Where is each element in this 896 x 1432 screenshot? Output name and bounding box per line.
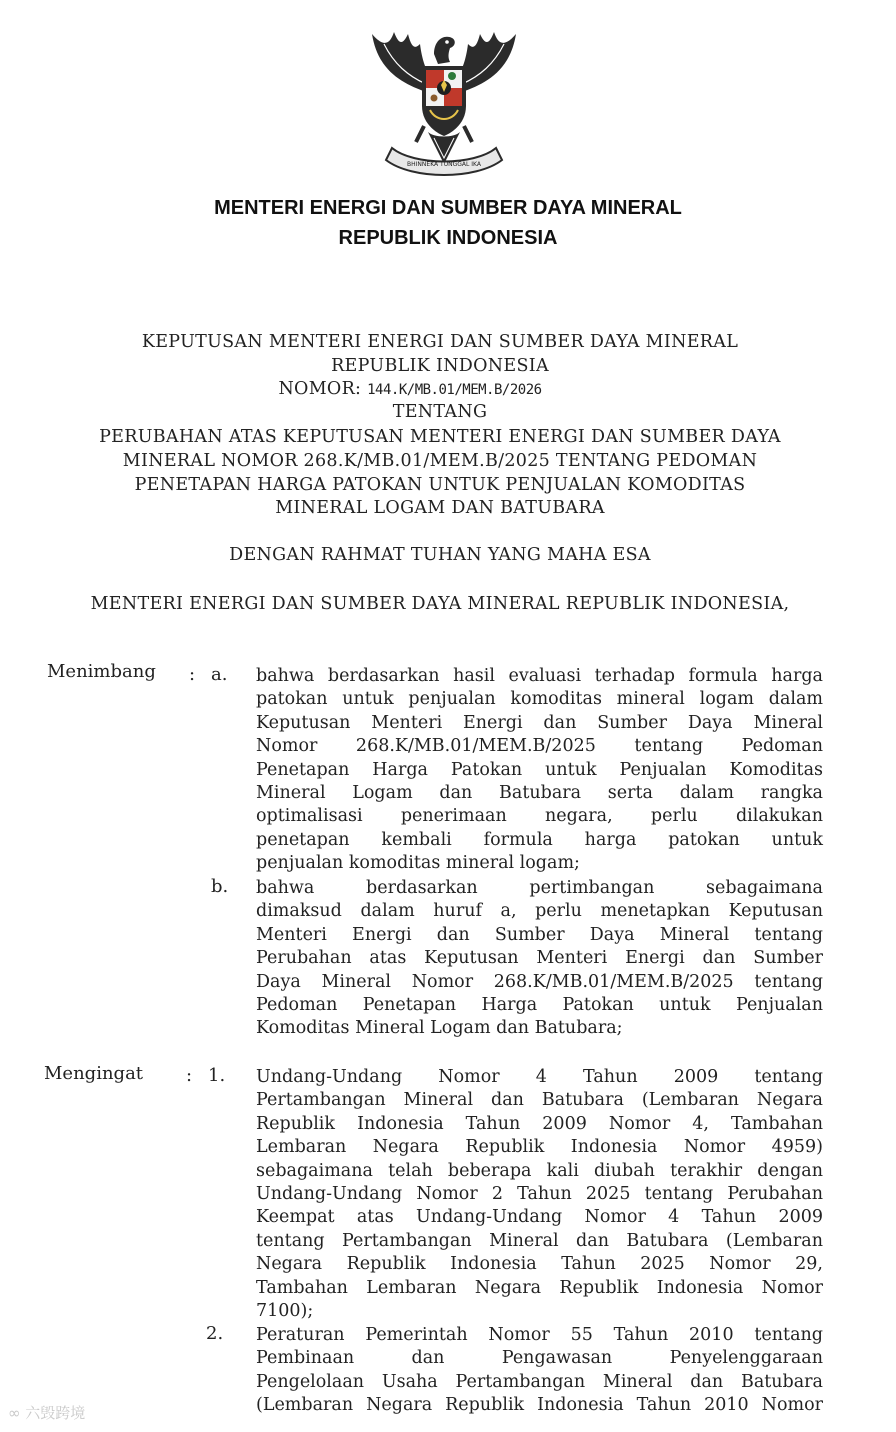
invocation: DENGAN RAHMAT TUHAN YANG MAHA ESA <box>229 545 651 565</box>
decree-about: TENTANG <box>392 402 488 422</box>
issuer: MENTERI ENERGI DAN SUMBER DAYA MINERAL REPUBLIK INDONESIA, <box>90 594 790 614</box>
watermark-text: 六毁跨境 <box>25 1404 86 1422</box>
text-line: Undang-Undang Nomor 2 Tahun 2025 tentang Perubahan <box>256 1183 823 1204</box>
text-line: Undang-Undang Nomor 4 Tahun 2009 tentang <box>256 1067 823 1087</box>
text-line: Negara Republik Indonesia Tahun 2025 Nomor 29, <box>256 1254 823 1275</box>
text-line: Menteri Energi dan Sumber Daya Mineral tentang <box>256 924 823 945</box>
text-line: dimaksud dalam huruf a, perlu menetapkan Keputusan <box>256 901 823 922</box>
text-line: Pembinaan dan Pengawasan Penyelenggaraan <box>256 1348 823 1369</box>
text-line: Penetapan Harga Patokan untuk Penjualan Komoditas <box>256 759 823 780</box>
text-line: bahwa berdasarkan hasil evaluasi terhadap formula harga <box>256 666 823 686</box>
decree-number-label: NOMOR: <box>278 379 362 399</box>
text-line: Republik Indonesia Tahun 2009 Nomor 4, Tambahan <box>256 1113 823 1134</box>
menimbang-marker-b: b. <box>211 876 229 897</box>
ministry-name: MENTERI ENERGI DAN SUMBER DAYA MINERAL <box>214 197 682 219</box>
text-line: Mineral Logam dan Batubara serta dalam rangka <box>256 782 823 803</box>
text-line: penjualan komoditas mineral logam; <box>256 853 580 874</box>
decree-title-country: REPUBLIK INDONESIA <box>331 356 549 376</box>
emblem-motto: BHINNEKA TUNGGAL IKA <box>407 161 481 168</box>
decree-subject-line: PERUBAHAN ATAS KEPUTUSAN MENTERI ENERGI DAN SUMBER DAYA <box>99 427 781 447</box>
text-line: Nomor 268.K/MB.01/MEM.B/2025 tentang Pedoman <box>256 736 823 757</box>
text-line: penetapan kembali formula harga patokan untuk <box>256 829 823 850</box>
text-line: Pedoman Penetapan Harga Patokan untuk Penjualan <box>256 994 823 1015</box>
menimbang-colon: : <box>189 664 196 685</box>
mengingat-item-1 <box>256 1066 823 1323</box>
text-line: bahwa berdasarkan pertimbangan sebagaimana <box>256 878 823 898</box>
watermark <box>8 1402 85 1423</box>
mengingat-marker-1: 1. <box>208 1065 226 1086</box>
menimbang-label: Menimbang <box>47 661 156 682</box>
decree-number-value: 144.K/MB.01/MEM.B/2026 <box>367 382 542 398</box>
menimbang-item-a <box>256 665 823 876</box>
text-line: optimalisasi penerimaan negara, perlu dilakukan <box>256 806 823 827</box>
text-line: Tambahan Lembaran Negara Republik Indonesia Nomor <box>256 1277 823 1298</box>
menimbang-marker-a: a. <box>211 664 228 685</box>
text-line: Lembaran Negara Republik Indonesia Nomor 4959) <box>256 1137 823 1158</box>
ministry-country: REPUBLIK INDONESIA <box>338 227 558 249</box>
mengingat-item-2 <box>256 1324 823 1418</box>
text-line: Perubahan atas Keputusan Menteri Energi dan Sumber <box>256 948 823 969</box>
infinity-logo-icon: ∞ <box>8 1404 21 1422</box>
text-line: sebagaimana telah beberapa kali diubah terakhir dengan <box>256 1160 823 1181</box>
text-line: Keputusan Menteri Energi dan Sumber Daya Mineral <box>256 712 823 733</box>
mengingat-label: Mengingat <box>44 1063 144 1084</box>
decree-subject-line: MINERAL LOGAM DAN BATUBARA <box>275 498 605 518</box>
text-line: Pengelolaan Usaha Pertambangan Mineral dan Batubara <box>256 1371 823 1392</box>
text-line: Pertambangan Mineral dan Batubara (Lembaran Negara <box>256 1090 823 1111</box>
text-line: (Lembaran Negara Republik Indonesia Tahun 2010 Nomor <box>256 1395 823 1416</box>
text-line: Keempat atas Undang-Undang Nomor 4 Tahun 2009 <box>256 1207 823 1228</box>
decree-subject-line: PENETAPAN HARGA PATOKAN UNTUK PENJUALAN KOMODITAS <box>134 475 746 495</box>
text-line: Peraturan Pemerintah Nomor 55 Tahun 2010 tentang <box>256 1325 823 1345</box>
text-line: Komoditas Mineral Logam dan Batubara; <box>256 1018 623 1039</box>
mengingat-colon: : <box>186 1065 193 1086</box>
text-line: Daya Mineral Nomor 268.K/MB.01/MEM.B/2025 tentang <box>256 971 823 992</box>
text-line: tentang Pertambangan Mineral dan Batubara (Lembaran <box>256 1230 823 1251</box>
decree-title: KEPUTUSAN MENTERI ENERGI DAN SUMBER DAYA MINERAL <box>141 332 739 352</box>
garuda-emblem-icon <box>364 14 524 182</box>
mengingat-marker-2: 2. <box>206 1323 224 1344</box>
text-line: patokan untuk penjualan komoditas mineral logam dalam <box>256 689 823 710</box>
decree-number <box>0 379 858 399</box>
text-line: 7100); <box>256 1300 314 1321</box>
decree-subject-line: MINERAL NOMOR 268.K/MB.01/MEM.B/2025 TENTANG PEDOMAN <box>122 451 758 471</box>
menimbang-item-b <box>256 877 823 1041</box>
